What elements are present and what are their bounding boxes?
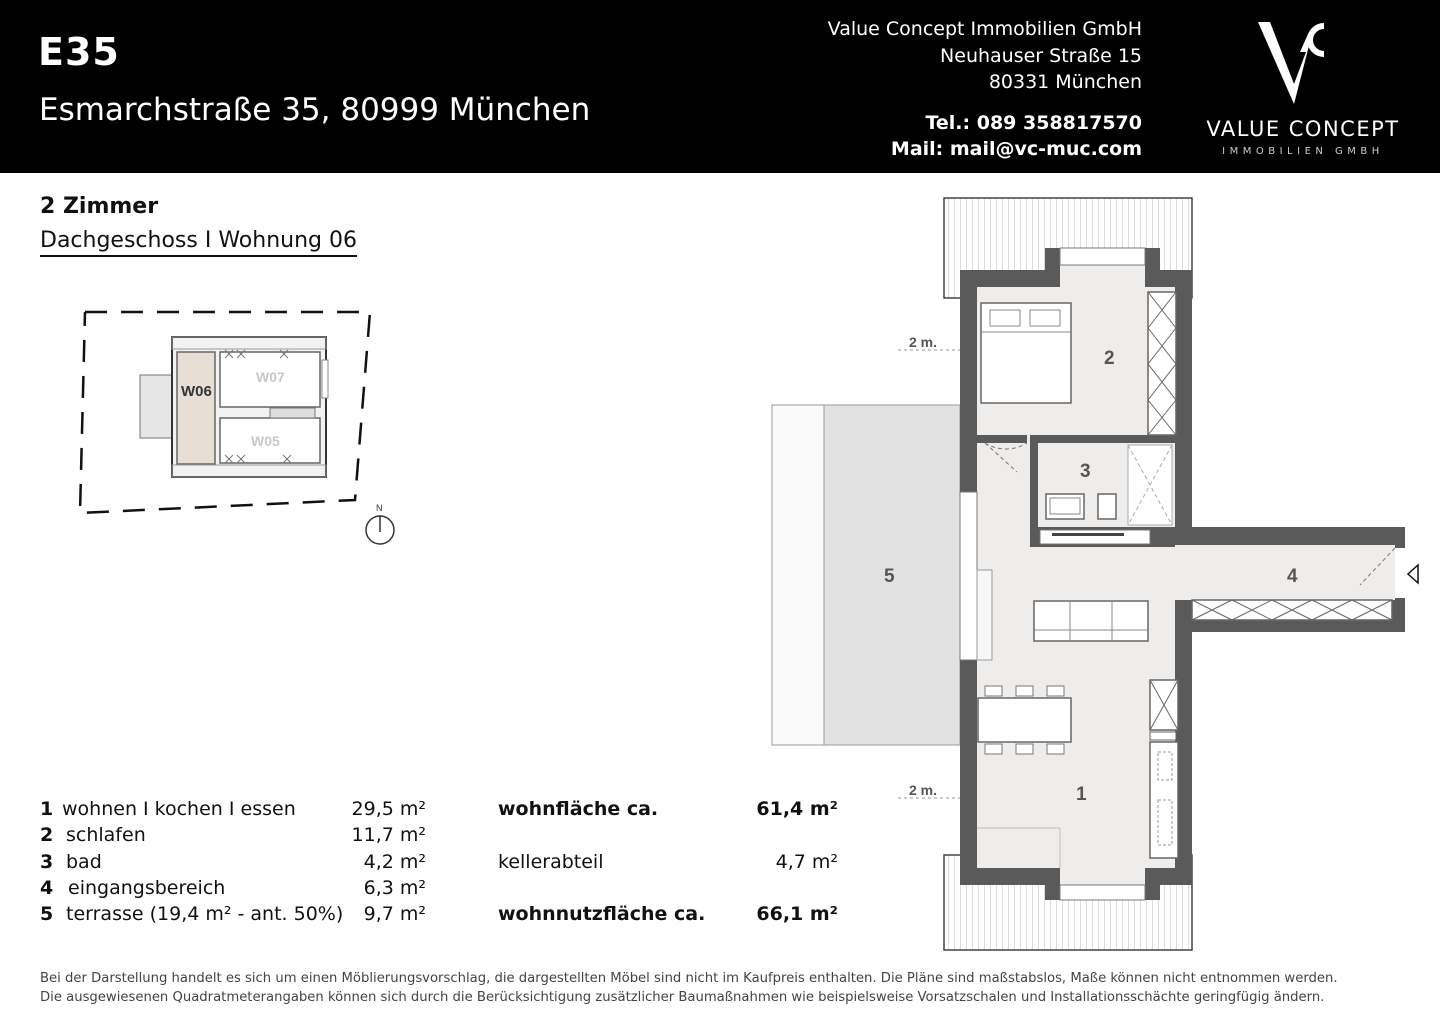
legend-area: 9,7 m²	[363, 903, 426, 926]
summary-keller	[498, 851, 838, 877]
floor-plan	[760, 190, 1430, 960]
logo-name: VALUE CONCEPT	[1206, 117, 1400, 141]
legend-label: bad	[66, 850, 102, 873]
wohnflaeche-label: wohnfläche ca.	[498, 798, 659, 820]
area-summary	[498, 798, 838, 929]
keller-value: 4,7 m²	[775, 850, 838, 873]
legend-area: 11,7 m²	[351, 824, 426, 847]
disclaimer-line: Bei der Darstellung handelt es sich um einen Möblierungsvorschlag, die dargestellten Möbel sind nicht im Kaufpreis enthalten. Die Pläne sind maßstabslos, Maße können nicht entnommen werden.	[40, 971, 1338, 986]
logo-subtitle: IMMOBILIEN GMBH	[1222, 146, 1384, 157]
dim-label-bottom: 2 m.	[909, 782, 938, 798]
company-address	[828, 16, 1142, 96]
company-name: Value Concept Immobilien GmbH	[827, 18, 1142, 40]
company-logo	[1196, 14, 1410, 164]
room-number-5: 5	[884, 566, 895, 587]
floor-unit-title: Dachgeschoss I Wohnung 06	[40, 228, 357, 257]
legend-area: 4,2 m²	[363, 850, 426, 873]
wohnnutz-value: 66,1 m²	[756, 903, 838, 926]
legend-number: 4	[40, 876, 54, 899]
company-phone[interactable]: Tel.: 089 358817570	[925, 112, 1142, 134]
disclaimer	[40, 969, 1410, 1007]
company-street: Neuhauser Straße 15	[940, 44, 1142, 67]
legend-row	[40, 824, 440, 850]
legend-number: 2	[40, 824, 54, 847]
legend-label: terrasse (19,4 m² - ant. 50%)	[66, 903, 344, 926]
siteplan-label-w07: W07	[256, 369, 285, 385]
room-legend	[40, 798, 440, 929]
siteplan-label-w06: W06	[181, 383, 212, 400]
company-contact	[891, 110, 1142, 162]
north-label: N	[376, 503, 383, 513]
wohnflaeche-value: 61,4 m²	[756, 798, 838, 820]
legend-number: 1	[40, 798, 54, 820]
legend-area: 29,5 m²	[351, 798, 426, 820]
legend-row	[40, 903, 440, 929]
company-city: 80331 München	[988, 71, 1142, 93]
legend-row	[40, 851, 440, 877]
legend-label: eingangsbereich	[68, 876, 226, 899]
legend-label: wohnen I kochen I essen	[62, 798, 296, 820]
legend-row	[40, 877, 440, 903]
project-address: Esmarchstraße 35, 80999 München	[39, 92, 591, 128]
project-code: E35	[38, 30, 120, 74]
disclaimer-line: Die ausgewiesenen Quadratmeterangaben können sich durch die Berücksichtigung zusätzlicher Baumaßnahmen wie beispielsweise Vorsatzschalen und Installationsschächte geringfügig ändern.	[40, 990, 1325, 1005]
siteplan-label-w05: W05	[251, 433, 280, 449]
sofa	[1034, 601, 1148, 641]
header-banner	[0, 0, 1440, 173]
summary-wohnflaeche	[498, 798, 838, 824]
wohnnutz-label: wohnnutzfläche ca.	[498, 903, 706, 926]
legend-number: 3	[40, 850, 54, 873]
legend-label: schlafen	[66, 824, 146, 847]
legend-row	[40, 798, 440, 824]
keller-label: kellerabteil	[498, 850, 604, 873]
room-number-3: 3	[1080, 461, 1091, 482]
summary-spacer	[498, 824, 838, 850]
summary-spacer	[498, 877, 838, 903]
site-key-plan	[75, 300, 415, 550]
room-number-2: 2	[1104, 348, 1115, 369]
legend-area: 6,3 m²	[363, 876, 426, 899]
room-number-4: 4	[1287, 566, 1298, 587]
vc-logo-mark	[1196, 14, 1410, 114]
legend-number: 5	[40, 903, 54, 926]
dim-label-top: 2 m.	[909, 334, 938, 350]
company-mail[interactable]: Mail: mail@vc-muc.com	[890, 138, 1142, 160]
rooms-count: 2 Zimmer	[40, 194, 159, 219]
summary-wohnnutzflaeche	[498, 903, 838, 929]
dining-table	[978, 698, 1071, 742]
room-number-1: 1	[1076, 784, 1087, 805]
entrance-arrow-icon	[1408, 565, 1418, 583]
